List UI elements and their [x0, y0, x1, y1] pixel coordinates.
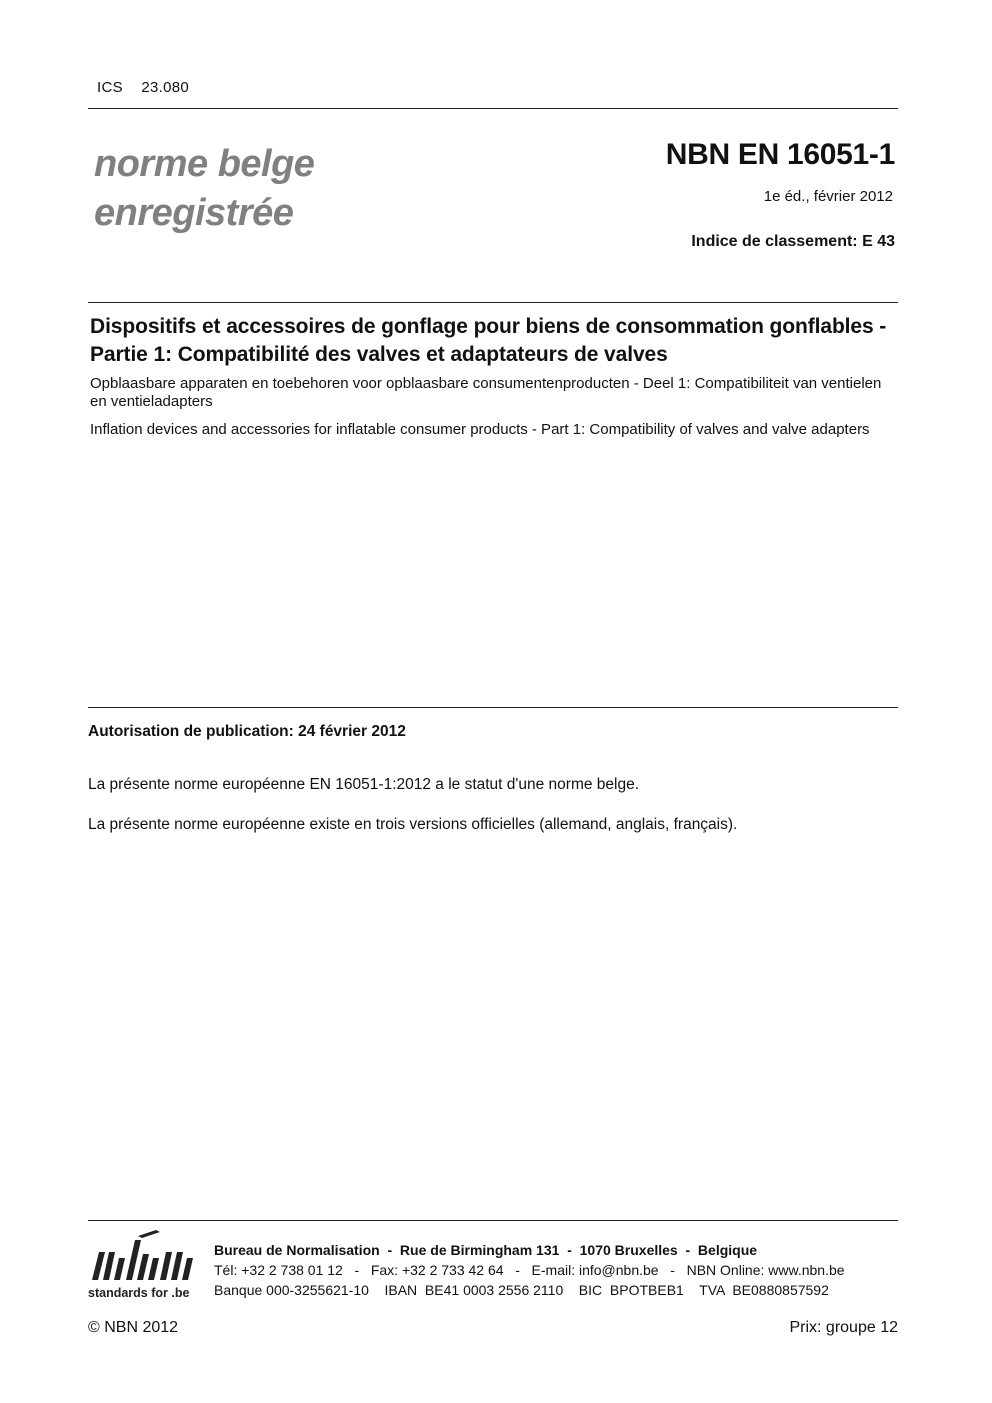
footer-address-block — [214, 1240, 845, 1300]
standard-number: NBN EN 16051-1 — [665, 138, 895, 171]
address-line: Bureau de Normalisation - Rue de Birmingham 131 - 1070 Bruxelles - Belgique — [214, 1242, 758, 1258]
edition-date: 1e éd., février 2012 — [763, 188, 893, 205]
title-french: Dispositifs et accessoires de gonflage pour biens de consommation gonflables - Partie 1: Compatibilité des valves et adaptateurs de valves — [90, 315, 887, 366]
footer-divider — [88, 1220, 898, 1221]
title-dutch: Opblaasbare apparaten en toebehoren voor opblaasbare consumentenproducten - Deel 1: Compatibiliteit van ventielen en ventieladapters — [90, 375, 882, 410]
bank-line: Banque 000-3255621-10 IBAN BE41 0003 2556 2110 BIC BPOTBEB1 TVA BE0880857592 — [214, 1282, 829, 1298]
status-paragraph: La présente norme européenne EN 16051-1:2012 a le statut d'une norme belge. — [88, 776, 640, 793]
ics-value: 23.080 — [141, 79, 190, 96]
brand-line-2: enregistrée — [94, 192, 294, 234]
nbn-logo — [88, 1228, 200, 1308]
logo-tagline: standards for .be — [88, 1286, 190, 1300]
body-divider — [88, 707, 898, 708]
copyright: © NBN 2012 — [88, 1319, 179, 1336]
versions-paragraph: La présente norme européenne existe en trois versions officielles (allemand, anglais, français). — [88, 816, 738, 833]
title-divider — [88, 302, 898, 303]
ics-code — [97, 79, 189, 96]
nbn-logo-icon — [88, 1228, 200, 1284]
brand-title — [94, 140, 314, 238]
classification-index: Indice de classement: E 43 — [691, 233, 895, 250]
title-english: Inflation devices and accessories for inflatable consumer products - Part 1: Compatibility of valves and valve adapters — [90, 421, 870, 438]
price-group: Prix: groupe 12 — [789, 1319, 898, 1336]
publication-authorisation: Autorisation de publication: 24 février 2012 — [88, 723, 406, 740]
brand-line-1: norme belge — [94, 143, 315, 185]
contact-line: Tél: +32 2 738 01 12 - Fax: +32 2 733 42 64 - E-mail: info@nbn.be - NBN Online: www.nbn.be — [214, 1262, 845, 1278]
top-divider — [88, 108, 898, 109]
ics-label: ICS — [97, 79, 123, 96]
